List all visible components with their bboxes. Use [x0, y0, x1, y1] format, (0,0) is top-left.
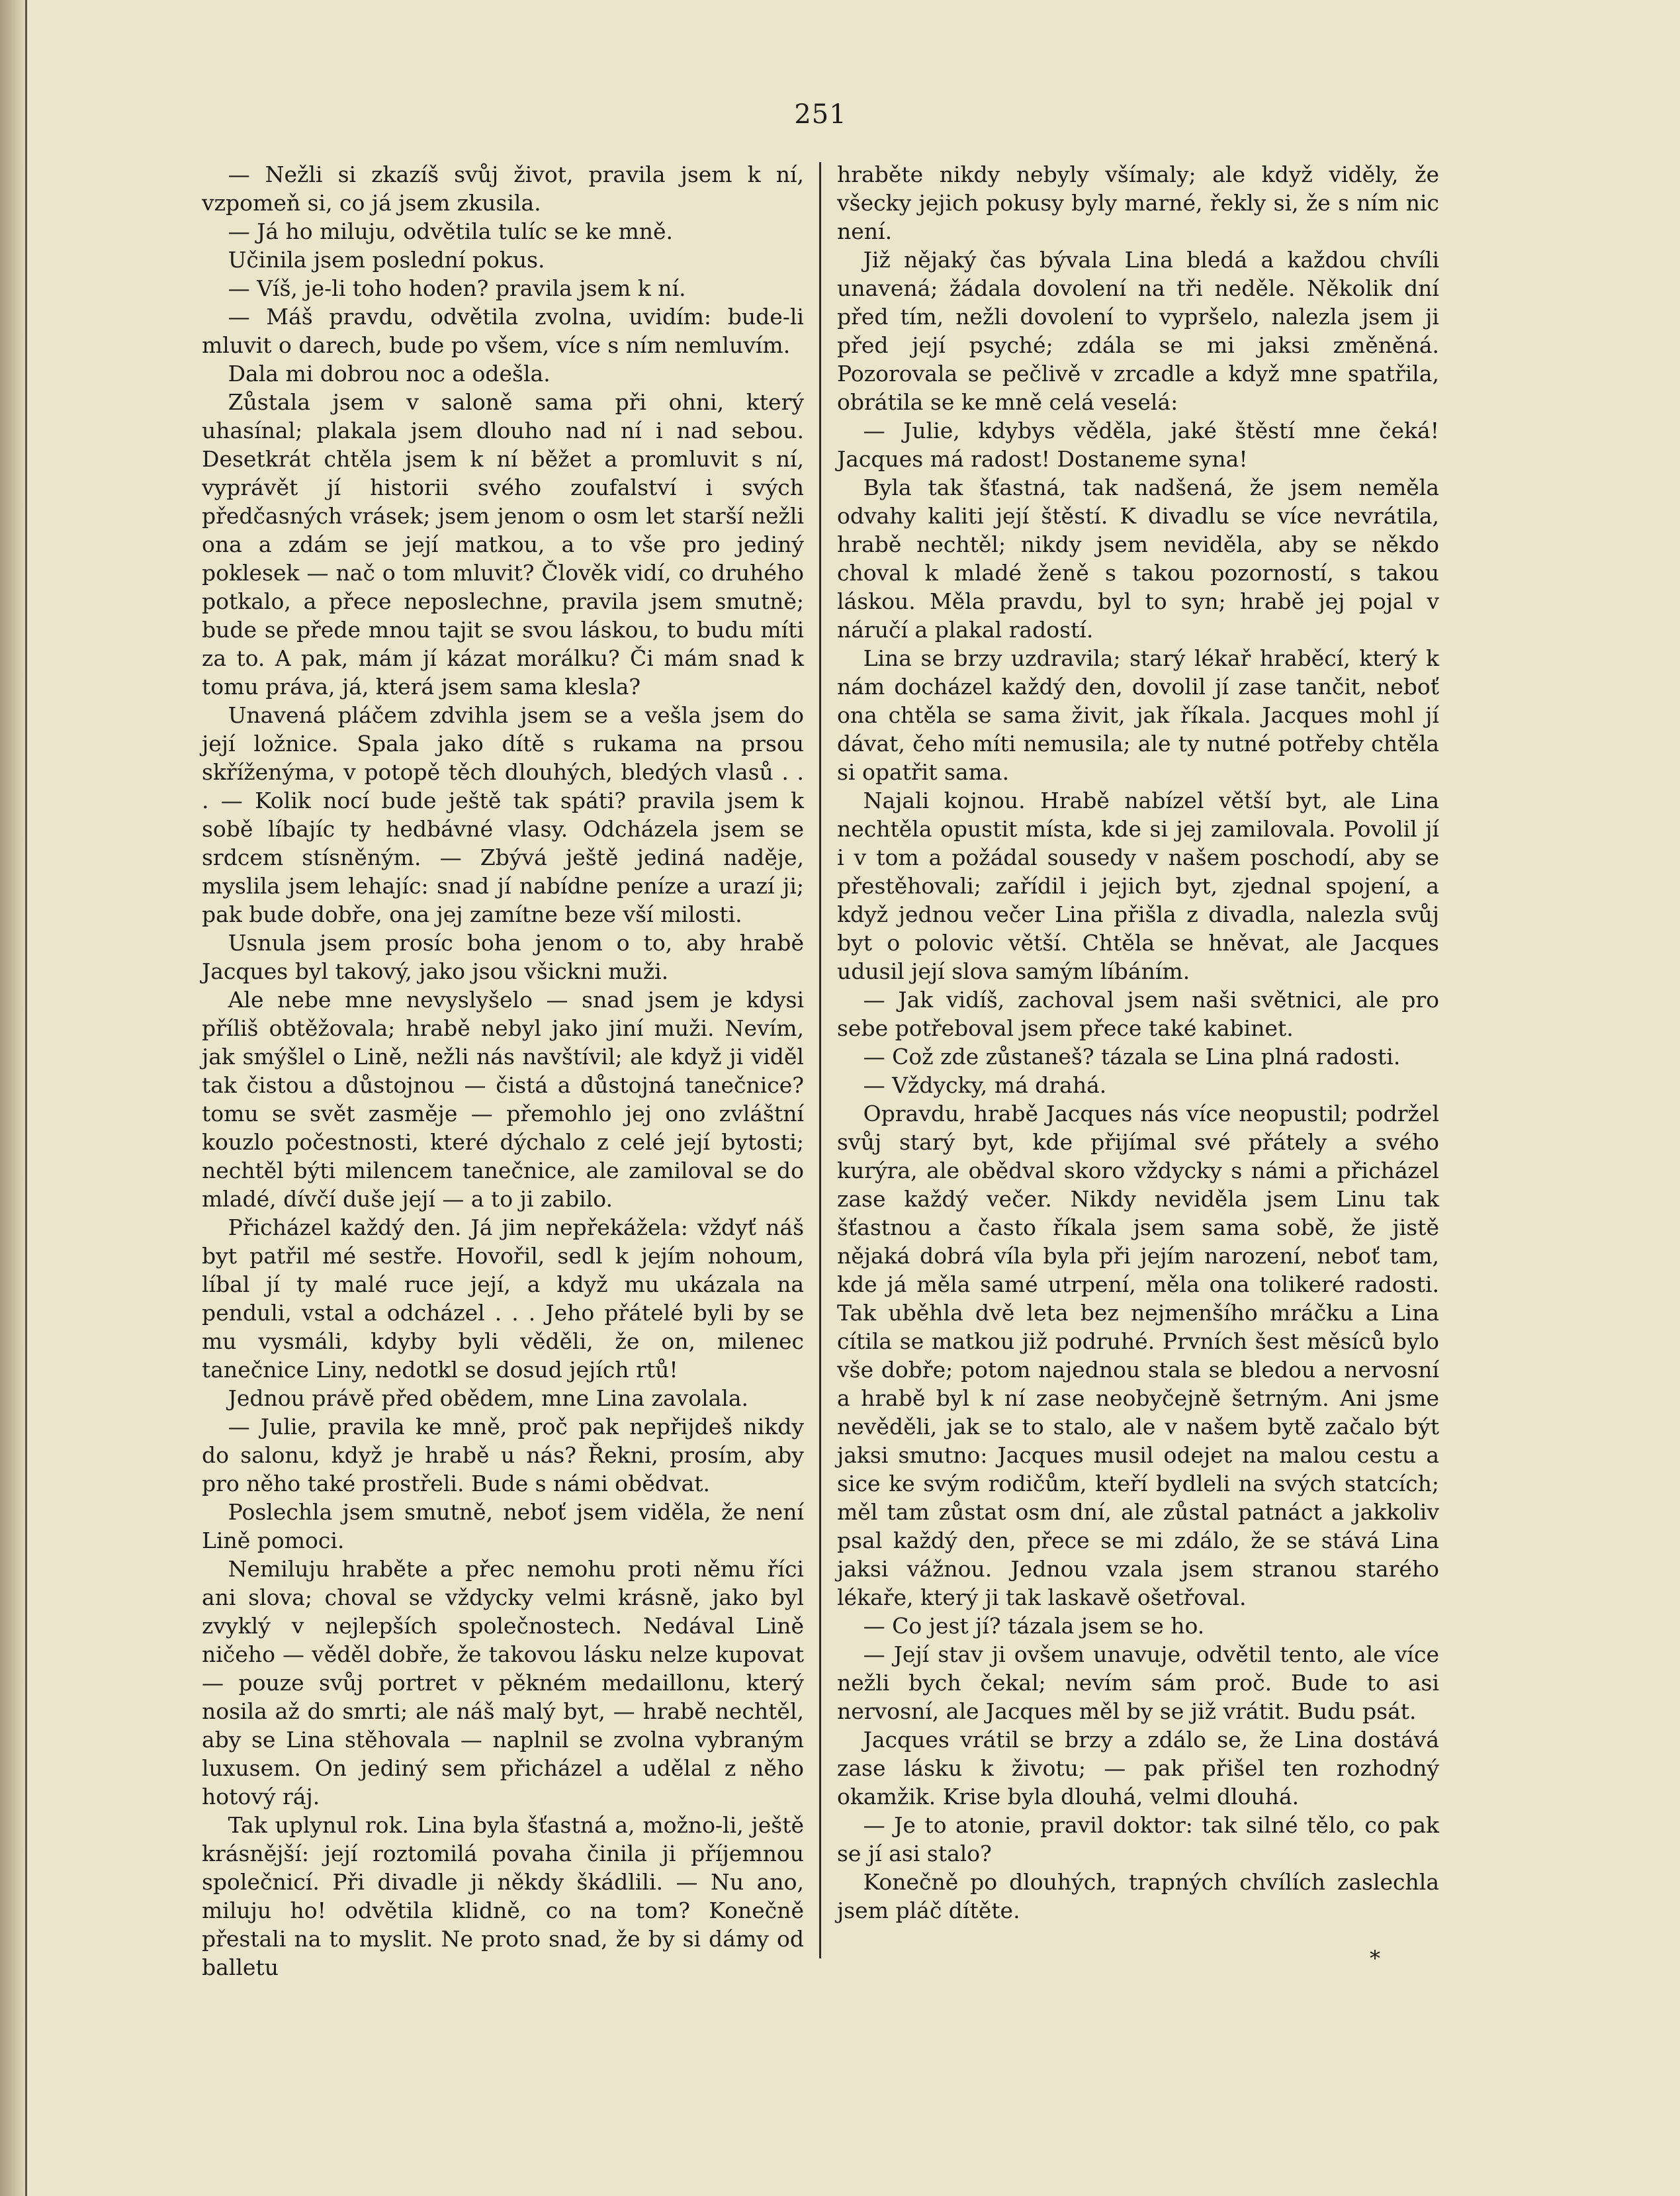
paragraph: Zůstala jsem v saloně sama při ohni, který uhasínal; plakala jsem dlouho nad ní i nad sebou. Desetkrát chtěla jsem k ní běžet a promluvit s ní, vyprávět jí historii svého zoufalství i svých předčasných vrásek; jsem jenom o osm let starší nežli ona a zdám se její matkou, a to vše pro jediný poklesek — nač o tom mluvit? Člověk vidí, co druhého potkalo, a přece neposlechne, pravila jsem smutně; bude se přede mnou tajit se svou láskou, to budu míti za to. A pak, mám jí kázat morálku? Či mám snad k tomu práva, já, která jsem sama klesla? [202, 389, 804, 700]
paragraph: hraběte nikdy nebyly všímaly; ale když viděly, že všecky jejich pokusy byly marné, řekly si, že s ním nic není. [837, 161, 1439, 244]
paragraph: Dala mi dobrou noc a odešla. [228, 361, 551, 387]
paragraph: Přicházel každý den. Já jim nepřekážela: vždyť náš byt patřil mé sestře. Hovořil, sedl k jejím nohoum, líbal jí ty malé ruce její, a když mu ukázala na penduli, vstal a odcházel . . . Jeho přátelé byli by se mu vysmáli, kdyby byli věděli, že on, milenec tanečnice Liny, nedotkl se dosud jejích rtů! [202, 1214, 804, 1383]
paragraph: Jacques vrátil se brzy a zdálo se, že Lina dostává zase lásku k životu; — pak přišel ten rozhodný okamžik. Krise byla dlouhá, velmi dlouhá. [837, 1727, 1439, 1809]
paragraph: — Což zde zůstaneš? tázala se Lina plná radosti. [863, 1044, 1401, 1070]
paragraph: Byla tak šťastná, tak nadšená, že jsem neměla odvahy kaliti její štěstí. K divadlu se více nevrátila, hrabě nechtěl; nikdy jsem neviděla, aby se někdo choval k mladé ženě s takou pozorností, s takou láskou. Měla pravdu, byl to syn; hrabě jej pojal v náručí a plakal radostí. [837, 475, 1439, 643]
paragraph: Konečně po dlouhých, trapných chvílích zaslechla jsem pláč dítěte. [837, 1869, 1439, 1923]
paragraph: Lina se brzy uzdravila; starý lékař hraběcí, který k nám docházel každý den, dovolil jí zase tančit, neboť ona chtěla se sama živit, jak říkala. Jacques mohl jí dávat, čeho míti nemusila; ale ty nutné potřeby chtěla si opatřit sama. [837, 645, 1439, 785]
paragraph: — Co jest jí? tázala jsem se ho. [863, 1613, 1205, 1639]
paragraph: Jednou právě před obědem, mne Lina zavolala. [228, 1385, 749, 1411]
left-column [202, 160, 804, 1982]
paragraph: — Jak vidíš, zachoval jsem naši světnici, ale pro sebe potřeboval jsem přece také kabinet. [837, 987, 1439, 1041]
paragraph: — Julie, pravila ke mně, proč pak nepřijdeš nikdy do salonu, když je hrabě u nás? Řekni, prosím, aby pro něho také prostřeli. Bude s námi obědvat. [202, 1414, 804, 1496]
paragraph: — Julie, kdybys věděla, jaké štěstí mne čeká! Jacques má radost! Dostaneme syna! [837, 418, 1439, 472]
paragraph: — Víš, je-li toho hoden? pravila jsem k ní. [228, 275, 686, 301]
paragraph: — Já ho miluju, odvětila tulíc se ke mně. [228, 218, 674, 244]
paragraph: — Je to atonie, pravil doktor: tak silné tělo, co pak se jí asi stalo? [837, 1812, 1439, 1866]
section-end-mark: * [1370, 1946, 1380, 1971]
column-divider [819, 162, 821, 1958]
paragraph: Najali kojnou. Hrabě nabízel větší byt, ale Lina nechtěla opustit místa, kde si jej zamilovala. Povolil jí i v tom a požádal sousedy v našem poschodí, aby se přestěhovali; zařídil i jejich byt, zjednal spojení, a když jednou večer Lina přišla z divadla, nalezla svůj byt o polovic větší. Chtěla se hněvat, ale Jacques udusil její slova samým líbáním. [837, 788, 1439, 984]
paragraph: Již nějaký čas bývala Lina bledá a každou chvíli unavená; žádala dovolení na tři neděle. Několik dní před tím, nežli dovolení to vypršelo, nalezla jsem ji před její psyché; zdála se mi jaksi změněná. Pozorovala se pečlivě v zrcadle a když mne spatřila, obrátila se ke mně celá veselá: [837, 247, 1439, 415]
paragraph: Unavená pláčem zdvihla jsem se a vešla jsem do její ložnice. Spala jako dítě s rukama na prsou skříženýma, v potopě těch dlouhých, bledých vlasů . . . — Kolik nocí bude ještě tak spáti? pravila jsem k sobě líbajíc ty hedbávné vlasy. Odcházela jsem se srdcem stísněným. — Zbývá ještě jediná naděje, myslila jsem lehajíc: snad jí nabídne peníze a urazí ji; pak bude dobře, ona jej zamítne beze vší milosti. [202, 702, 804, 927]
paragraph: Poslechla jsem smutně, neboť jsem viděla, že není Lině pomoci. [202, 1499, 804, 1553]
page-number: 251 [794, 99, 847, 130]
binding-gutter [0, 0, 25, 2196]
paragraph: — Máš pravdu, odvětila zvolna, uvidím: bude-li mluvit o darech, bude po všem, více s ním nemluvím. [202, 304, 804, 358]
right-column [837, 160, 1439, 1925]
paragraph: — Nežli si zkazíš svůj život, pravila jsem k ní, vzpomeň si, co já jsem zkusila. [202, 161, 804, 216]
gutter-edge [25, 0, 27, 2196]
paragraph: Nemiluju hraběte a přec nemohu proti němu říci ani slova; choval se vždycky velmi krásně, jako byl zvyklý v nejlepších společnostech. Nedával Lině ničeho — věděl dobře, že takovou lásku nelze kupovat — pouze svůj portret v pěkném medaillonu, který nosila až do smrti; ale náš malý byt, — hrabě nechtěl, aby se Lina stěhovala — naplnil se zvolna vybraným luxusem. On jediný sem přicházel a udělal z něho hotový ráj. [202, 1556, 804, 1809]
paragraph: — Její stav ji ovšem unavuje, odvětil tento, ale více nežli bych čekal; nevím sám proč. Bude to asi nervosní, ale Jacques měl by se již vrátit. Budu psát. [837, 1641, 1439, 1724]
paragraph: Opravdu, hrabě Jacques nás více neopustil; podržel svůj starý byt, kde přijímal své přátely a svého kurýra, ale obědval skoro vždycky s námi a přicházel zase každý večer. Nikdy neviděla jsem Linu tak šťastnou a často říkala jsem sama sobě, že jistě nějaká dobrá víla byla při jejím narození, neboť tam, kde já měla samé utrpení, měla ona tolikeré radosti. Tak uběhla dvě leta bez nejmenšího mráčku a Lina cítila se matkou již podruhé. Prvních šest měsíců bylo vše dobře; potom najednou stala se bledou a nervosní a hrabě byl k ní zase neobyčejně šetrným. Ani jsme nevěděli, jak se to stalo, ale v našem bytě začalo být jaksi smutno: Jacques musil odejet na malou cestu a sice ke svým rodičům, kteří bydleli na svých statcích; měl tam zůstat osm dní, ale zůstal patnáct a jakkoliv psal každý den, přece se mi zdálo, že se stává Lina jaksi vážnou. Jednou vzala jsem stranou starého lékaře, který ji tak laskavě ošetřoval. [837, 1101, 1439, 1610]
paragraph: Učinila jsem poslední pokus. [228, 247, 545, 273]
paragraph: — Vždycky, má drahá. [863, 1072, 1107, 1098]
paragraph: Usnula jsem prosíc boha jenom o to, aby hrabě Jacques byl takový, jako jsou všickni muži. [202, 930, 804, 984]
paragraph: Ale nebe mne nevyslyšelo — snad jsem je kdysi příliš obtěžovala; hrabě nebyl jako jiní muži. Nevím, jak smýšlel o Lině, nežli nás navštívil; ale když ji viděl tak čistou a důstojnou — čistá a důstojná tanečnice? tomu se svět zasměje — přemohlo jej ono zvláštní kouzlo počestnosti, které dýchalo z celé její bytosti; nechtěl býti milencem tanečnice, ale zamiloval se do mladé, dívčí duše její — a to ji zabilo. [202, 987, 804, 1212]
paragraph: Tak uplynul rok. Lina byla šťastná a, možno-li, ještě krásnější: její roztomilá povaha činila ji příjemnou společnicí. Při divadle ji někdy škádlili. — Nu ano, miluju ho! odvětila klidně, co na tom? Konečně přestali na to myslit. Ne proto snad, že by si dámy od balletu [202, 1812, 804, 1980]
